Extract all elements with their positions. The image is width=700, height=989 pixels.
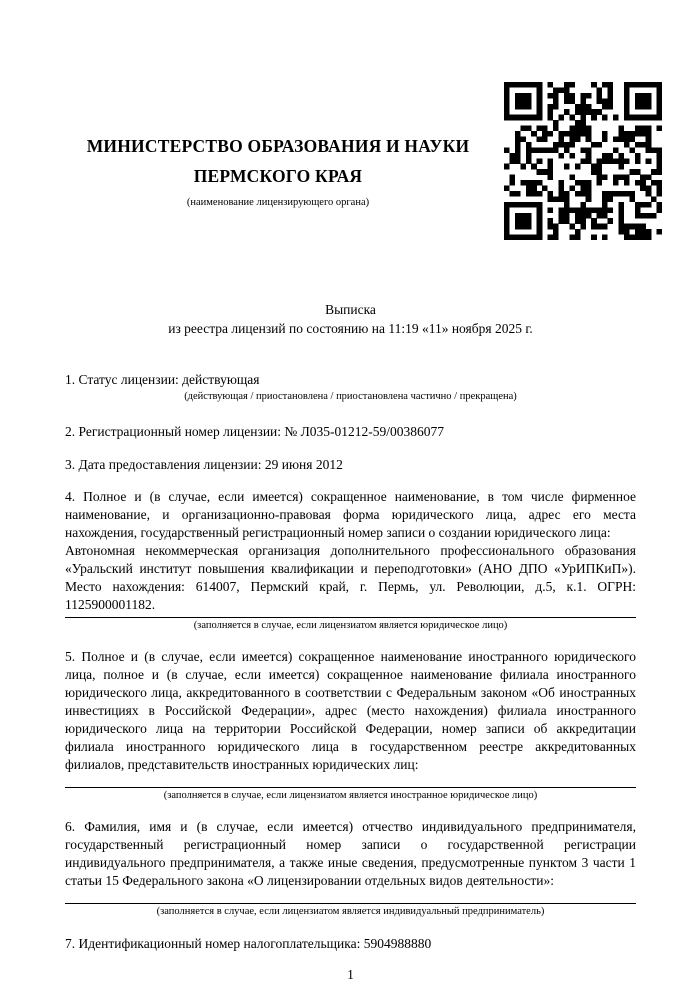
ministry-name-line2: ПЕРМСКОГО КРАЯ xyxy=(193,166,363,186)
document-title-line2: из реестра лицензий по состоянию на 11:19 «11» ноября 2025 г. xyxy=(168,320,533,336)
item-license-status-caption: (действующая / приостановлена / приостановлена частично / прекращена) xyxy=(184,391,517,402)
licensing-authority-header xyxy=(64,131,492,209)
ministry-caption: (наименование лицензирующего органа) xyxy=(186,197,370,208)
item-legal-entity-label: 4. Полное и (в случае, если имеется) сокращенное наименование, в том числе фирменное наименование, и организационно-правовая форма юридического лица, адрес его места нахождения, государственный регистрационный номер записи о создании юридического лица: xyxy=(65,489,636,540)
fill-in-line-individual xyxy=(65,903,636,904)
ministry-name-line1: МИНИСТЕРСТВО ОБРАЗОВАНИЯ И НАУКИ xyxy=(86,136,470,156)
item-legal-entity-caption: (заполняется в случае, если лицензиатом является юридическое лицо) xyxy=(193,620,508,631)
document-title-line1: Выписка xyxy=(325,302,376,317)
item-legal-entity-value: Автономная некоммерческая организация дополнительного профессионального образования «Уральский институт повышения квалификации и переподготовки» (АНО ДПО «УрИПКиП»). Место нахождения: 614007, Пермский край, г. Пермь, ул. Революции, д.5, к.1. ОГРН: 1125900001182. xyxy=(65,543,636,612)
item-registration-number: 2. Регистрационный номер лицензии: № Л035-01212-59/00386077 xyxy=(65,424,445,439)
qr-code-icon xyxy=(504,82,662,240)
item-license-status: 1. Статус лицензии: действующая xyxy=(65,372,260,387)
document-body xyxy=(65,301,636,984)
page-number: 1 xyxy=(347,967,354,982)
item-foreign-entity-label: 5. Полное и (в случае, если имеется) сокращенное наименование иностранного юридического лица, полное и (в случае, если имеется) сокращенное наименование филиала иностранного юридического лица, аккредитованного в соответствии с Федеральным законом «Об иностранных инвестициях в Российской Федерации», адрес (место нахождения) филиала иностранного юридического лица на территории Российской Федерации, номер записи об аккредитации филиала иностранного юридического лица в государственном реестре аккредитованных филиалов, представительств иностранных юридических лиц: xyxy=(65,649,636,772)
fill-in-line-foreign-entity xyxy=(65,787,636,788)
fill-in-line-legal-entity xyxy=(65,617,636,618)
item-grant-date: 3. Дата предоставления лицензии: 29 июня 2012 xyxy=(65,457,343,472)
item-individual-caption: (заполняется в случае, если лицензиатом является индивидуальный предприниматель) xyxy=(156,906,545,917)
item-taxpayer-number: 7. Идентификационный номер налогоплательщика: 5904988880 xyxy=(65,936,432,951)
document-title xyxy=(65,301,636,338)
item-foreign-entity-caption: (заполняется в случае, если лицензиатом является иностранное юридическое лицо) xyxy=(163,790,538,801)
item-individual-label: 6. Фамилия, имя и (в случае, если имеется) отчество индивидуального предпринимателя, государственный регистрационный номер записи о государственной регистрации индивидуального предпринимателя, а также иные сведения, предусмотренные пунктом 3 части 1 статьи 15 Федерального закона «О лицензировании отдельных видов деятельности»: xyxy=(65,819,636,888)
